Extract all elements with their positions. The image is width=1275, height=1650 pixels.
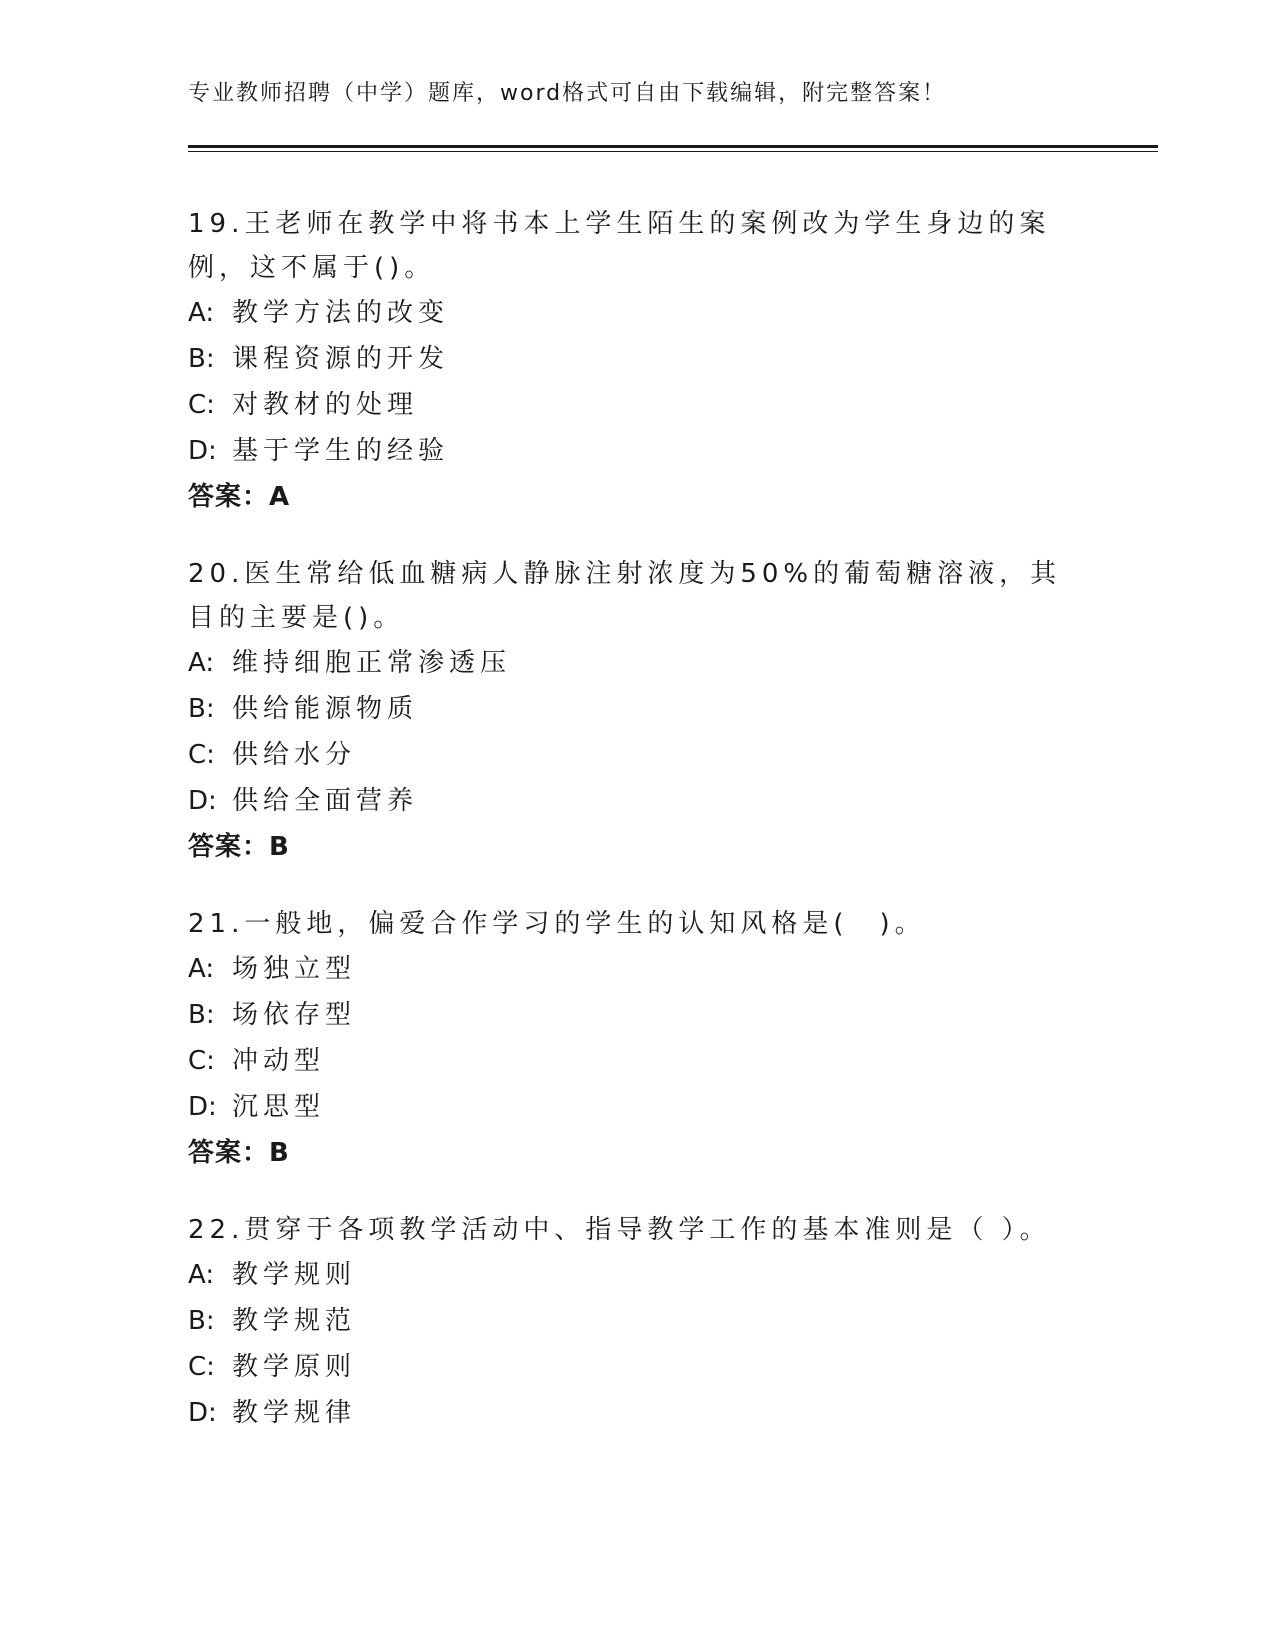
option-a <box>188 640 1088 686</box>
option-letter: D: <box>188 1398 217 1428</box>
option-d <box>188 778 1088 824</box>
option-b <box>188 992 1088 1038</box>
option-c <box>188 1344 1088 1390</box>
answer-label: 答案：B <box>188 832 290 862</box>
option-text: 基于学生的经验 <box>232 436 450 466</box>
option-text: 教学规律 <box>232 1398 357 1428</box>
option-letter: B: <box>188 1306 215 1336</box>
option-d <box>188 428 1088 474</box>
question-list <box>188 202 1088 1468</box>
option-text: 教学规范 <box>232 1306 357 1336</box>
option-letter: A: <box>188 648 215 678</box>
option-a <box>188 946 1088 992</box>
option-c <box>188 382 1088 428</box>
option-d <box>188 1390 1088 1436</box>
question-stem: 21.一般地，偏爱合作学习的学生的认知风格是( )。 <box>188 909 926 939</box>
option-b <box>188 336 1088 382</box>
option-text: 维持细胞正常渗透压 <box>232 648 512 678</box>
option-letter: A: <box>188 298 215 328</box>
option-letter: B: <box>188 1000 215 1030</box>
answer-label: 答案：B <box>188 1138 290 1168</box>
option-text: 沉思型 <box>232 1092 326 1122</box>
option-text: 供给水分 <box>232 740 357 770</box>
option-text: 教学原则 <box>232 1352 357 1382</box>
option-text: 课程资源的开发 <box>232 344 450 374</box>
option-b <box>188 686 1088 732</box>
question-19 <box>188 202 1088 520</box>
option-c <box>188 732 1088 778</box>
option-letter: C: <box>188 1352 215 1382</box>
option-text: 供给能源物质 <box>232 694 419 724</box>
question-22 <box>188 1208 1088 1436</box>
option-text: 场独立型 <box>232 954 357 984</box>
option-letter: B: <box>188 344 215 374</box>
option-letter: C: <box>188 1046 215 1076</box>
option-b <box>188 1298 1088 1344</box>
option-letter: C: <box>188 740 215 770</box>
question-20 <box>188 552 1088 870</box>
answer-label: 答案：A <box>188 482 291 512</box>
header-divider <box>188 145 1158 152</box>
option-text: 供给全面营养 <box>232 786 419 816</box>
option-text: 教学方法的改变 <box>232 298 450 328</box>
question-stem: 19.王老师在教学中将书本上学生陌生的案例改为学生身边的案例，这不属于()。 <box>188 209 1051 283</box>
option-letter: B: <box>188 694 215 724</box>
option-text: 冲动型 <box>232 1046 326 1076</box>
option-a <box>188 1252 1088 1298</box>
option-letter: D: <box>188 1092 217 1122</box>
document-page <box>188 0 1158 1650</box>
option-text: 场依存型 <box>232 1000 357 1030</box>
option-letter: A: <box>188 1260 215 1290</box>
option-letter: A: <box>188 954 215 984</box>
question-21 <box>188 902 1088 1176</box>
option-letter: C: <box>188 390 215 420</box>
option-c <box>188 1038 1088 1084</box>
option-d <box>188 1084 1088 1130</box>
option-text: 对教材的处理 <box>232 390 419 420</box>
option-letter: D: <box>188 786 217 816</box>
question-stem: 22.贯穿于各项教学活动中、指导教学工作的基本准则是（ ）。 <box>188 1215 1051 1245</box>
page-header: 专业教师招聘（中学）题库，word格式可自由下载编辑，附完整答案！ <box>188 81 947 106</box>
option-letter: D: <box>188 436 217 466</box>
question-stem: 20.医生常给低血糖病人静脉注射浓度为50%的葡萄糖溶液，其目的主要是()。 <box>188 559 1062 633</box>
option-text: 教学规则 <box>232 1260 357 1290</box>
option-a <box>188 290 1088 336</box>
